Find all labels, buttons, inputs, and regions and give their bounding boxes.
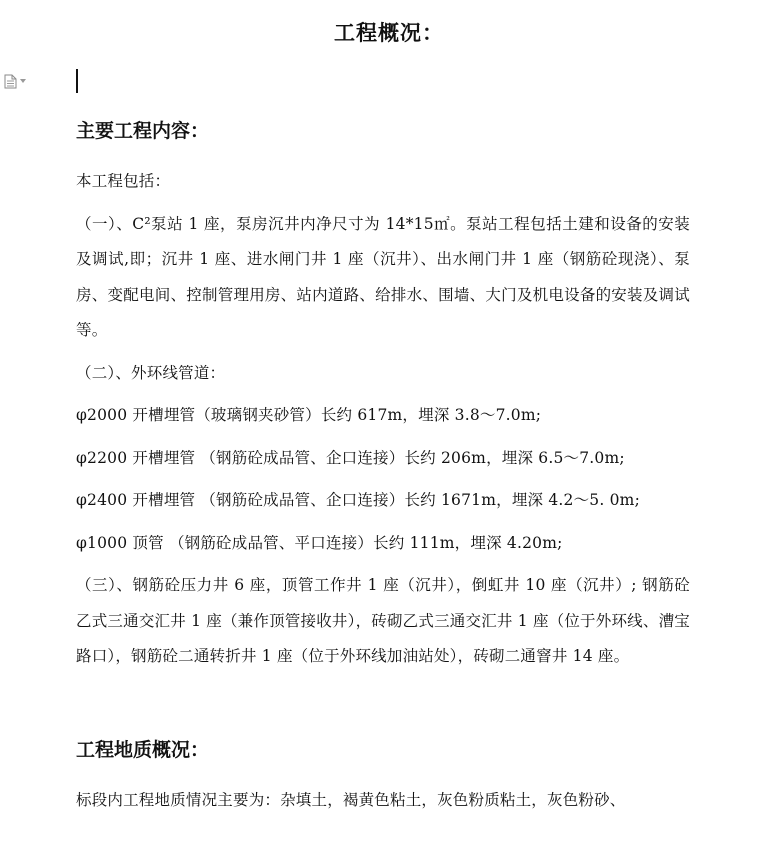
paragraph-pump-station: （一）、C²泵站 1 座，泵房沉井内净尺寸为 14*15㎡。泵站工程包括土建和设备的安装及调试,即；沉井 1 座、进水闸门井 1 座（沉井）、出水闸门井 1 座（钢筋砼现浇）、泵房、变配电间、控制管理用房、站内道路、给排水、围墙、大门及机电设备的安装及调试等。 [76,214,690,339]
paragraph-pipe-2200: φ2200 开槽埋管 （钢筋砼成品管、企口连接）长约 206m，埋深 6.5～7.0m; [76,448,625,467]
paragraph-wells: （三）、钢筋砼压力井 6 座，顶管工作井 1 座（沉井），倒虹井 10 座（沉井）; 钢筋砼乙式三通交汇井 1 座（兼作顶管接收井），砖砌乙式三通交汇井 1 座（位于外环线、漕宝路口），钢筋砼二通转折井 1 座（位于外环线加油站处），砖砌二通窨井 14 座。 [76,576,690,665]
paragraph-pipe-2000: φ2000 开槽埋管（玻璃钢夹砂管）长约 617m，埋深 3.8～7.0m; [76,406,542,424]
text-cursor [76,69,78,93]
paragraph-geology: 标段内工程地质情况主要为：杂填土，褐黄色粘土，灰色粉质粘土，灰色粉砂、 [76,790,626,809]
chevron-down-icon [20,79,26,83]
paragraph-pipe-1000: φ1000 顶管 （钢筋砼成品管、平口连接）长约 111m，埋深 4.20m; [76,533,563,552]
document-outline-button[interactable] [4,72,32,90]
document-body [76,112,690,818]
section-heading-main-works: 主要工程内容： [76,120,210,142]
document-title: 工程概况： [334,21,444,45]
paragraph-intro: 本工程包括： [76,172,171,190]
section-heading-geology: 工程地质概况： [76,738,210,761]
paragraph-pipe-2400: φ2400 开槽埋管 （钢筋砼成品管、企口连接）长约 1671m，埋深 4.2～5. 0m; [76,491,641,509]
document-page-icon [4,74,17,89]
paragraph-pipeline-heading: （二）、外环线管道： [76,363,226,382]
